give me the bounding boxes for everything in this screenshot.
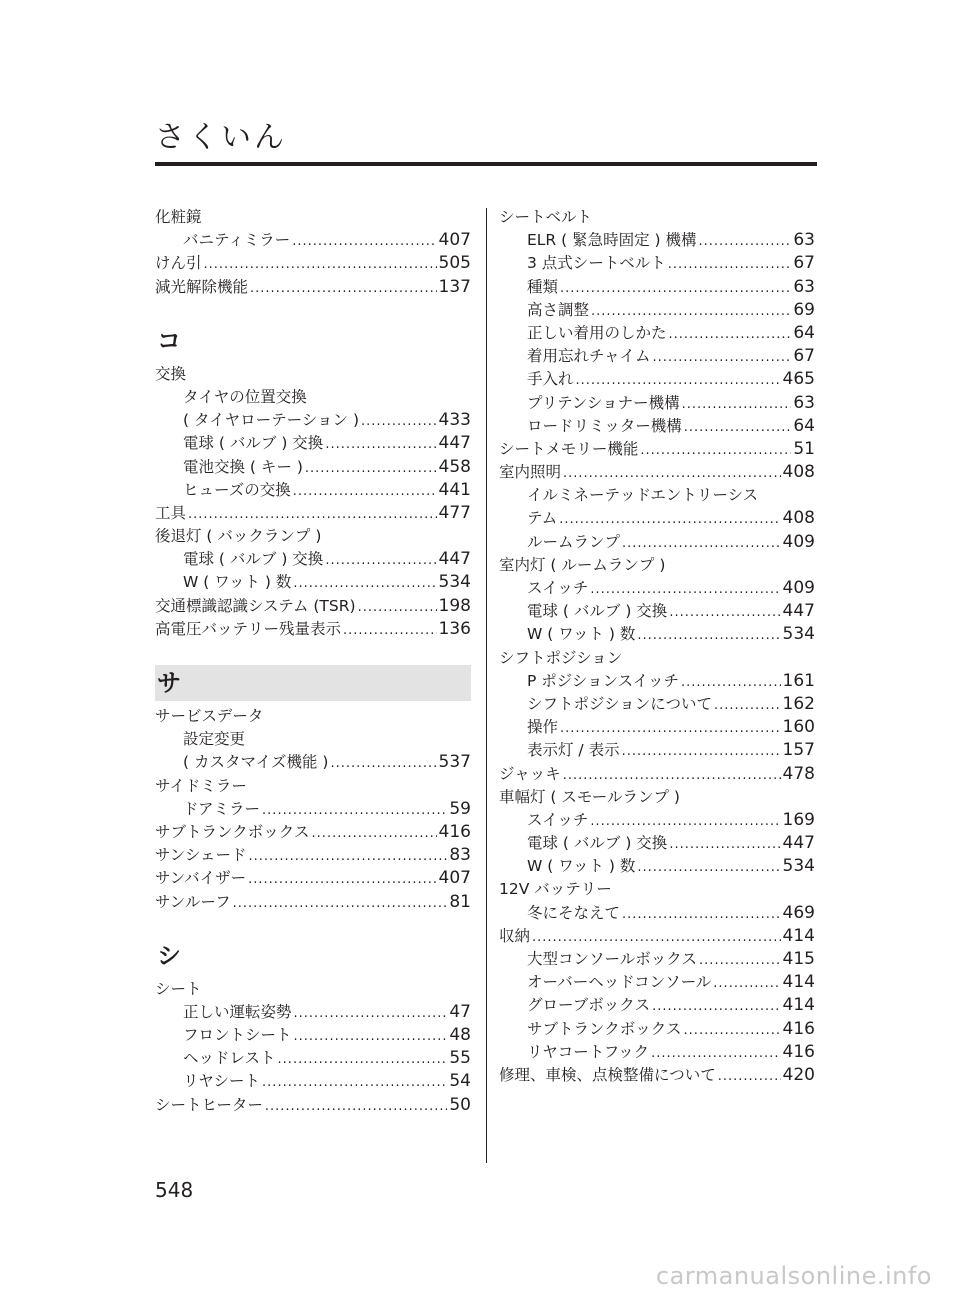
index-entry-label: 操作 <box>527 718 559 737</box>
index-entry <box>499 623 815 646</box>
index-entry <box>499 345 815 368</box>
dot-leader <box>699 229 792 252</box>
index-entry-label: サブトランクボックス <box>155 822 310 841</box>
index-entry-label: サイドミラー <box>155 776 247 795</box>
dot-leader <box>590 577 780 600</box>
index-entry-page: 50 <box>449 1094 471 1115</box>
index-entry <box>499 1041 815 1064</box>
index-entry-page: 407 <box>438 868 471 889</box>
index-entry <box>155 705 471 728</box>
index-entry <box>499 832 815 855</box>
index-entry <box>499 786 815 809</box>
index-entry-label: シート <box>155 979 202 998</box>
index-entry-label: 室内照明 <box>499 463 562 482</box>
dot-leader <box>361 409 437 432</box>
index-entry-label: W ( ワット ) 数 <box>183 573 292 592</box>
dot-leader <box>637 623 780 646</box>
dot-leader <box>204 252 437 275</box>
index-block-shi-continued <box>499 206 815 1087</box>
index-entry-label: 正しい運転姿勢 <box>183 1002 292 1021</box>
dot-leader <box>292 229 436 252</box>
index-entry <box>155 206 471 229</box>
index-column-left <box>155 206 471 1117</box>
page-number: 548 <box>155 1178 194 1202</box>
index-entry-label: リヤコートフック <box>527 1042 650 1061</box>
index-entry <box>155 867 471 890</box>
index-entry-label: 後退灯 ( バックランプ ) <box>155 527 322 546</box>
index-entry <box>155 456 471 479</box>
index-entry-page: 64 <box>793 415 815 436</box>
column-divider <box>486 208 487 1163</box>
index-entry <box>499 252 815 275</box>
dot-leader <box>265 1094 447 1117</box>
kana-heading-ko: コ <box>157 326 181 355</box>
index-entry <box>155 386 471 409</box>
index-entry <box>155 1094 471 1117</box>
index-entry-page: 447 <box>782 601 815 622</box>
index-entry <box>499 461 815 484</box>
index-entry <box>155 1047 471 1070</box>
dot-leader <box>637 855 780 878</box>
index-entry-label: 交通標識認識システム (TSR) <box>155 596 356 615</box>
index-entry-label: 大型コンソールボックス <box>527 950 698 968</box>
index-entry-page: 441 <box>438 479 471 500</box>
dot-leader <box>591 299 791 322</box>
dot-leader <box>343 618 437 641</box>
index-entry-label: 表示灯 / 表示 <box>527 741 620 760</box>
index-entry-label: 高さ調整 <box>527 300 590 319</box>
dot-leader <box>699 948 781 971</box>
dot-leader <box>559 507 780 530</box>
index-entry-page: 534 <box>782 624 815 645</box>
dot-leader <box>560 716 781 739</box>
index-entry-label: 設定変更 <box>183 730 246 749</box>
dot-leader <box>590 809 780 832</box>
dot-leader <box>668 252 792 275</box>
index-entry <box>155 479 471 502</box>
index-entry-page: 420 <box>782 1064 815 1085</box>
index-entry <box>155 276 471 299</box>
dot-leader <box>682 392 792 415</box>
dot-leader <box>669 832 780 855</box>
index-entry <box>155 252 471 275</box>
dot-leader <box>188 502 437 525</box>
index-entry-page: 63 <box>793 392 815 413</box>
index-entry <box>155 821 471 844</box>
index-entry-page: 64 <box>793 322 815 343</box>
dot-leader <box>248 867 436 890</box>
index-entry-page: 81 <box>449 891 471 912</box>
index-entry <box>499 276 815 299</box>
index-entry <box>499 1064 815 1087</box>
index-entry-page: 447 <box>438 549 471 570</box>
index-entry-page: 160 <box>782 717 815 738</box>
index-entry-page: 447 <box>438 433 471 454</box>
index-entry <box>155 229 471 252</box>
index-entry-label: 電球 ( バルブ ) 交換 <box>527 834 668 853</box>
index-entry-page: 505 <box>438 253 471 274</box>
index-entry-label: 手入れ <box>527 370 574 389</box>
index-entry-label: 着用忘れチャイム <box>527 347 651 366</box>
index-entry <box>499 206 815 229</box>
index-entry <box>499 1018 815 1041</box>
index-entry-page: 534 <box>782 856 815 877</box>
index-entry <box>499 925 815 948</box>
dot-leader <box>262 798 447 821</box>
index-entry-page: 408 <box>782 508 815 529</box>
index-entry-label: ヒューズの交換 <box>183 480 291 499</box>
index-entry-page: 416 <box>782 1041 815 1062</box>
index-entry-label: ドアミラー <box>183 799 261 818</box>
watermark: carmanualsonline.info <box>655 1262 932 1290</box>
dot-leader <box>560 276 791 299</box>
index-entry-page: 407 <box>438 230 471 251</box>
index-entry <box>155 1070 471 1093</box>
index-entry-label: W ( ワット ) 数 <box>527 625 636 644</box>
index-entry-label: 正しい着用のしかた <box>527 323 667 342</box>
index-entry-page: 416 <box>438 821 471 842</box>
index-entry-page: 458 <box>438 456 471 477</box>
dot-leader <box>669 600 780 623</box>
index-entry-label: 車幅灯 ( スモールランプ ) <box>499 787 680 806</box>
index-entry-page: 416 <box>782 1018 815 1039</box>
index-entry-label: ロードリミッター機構 <box>527 416 682 435</box>
dot-leader <box>622 739 781 762</box>
index-entry-label: ルームランプ <box>527 532 621 551</box>
index-block-sa <box>155 705 471 914</box>
dot-leader <box>651 1041 780 1064</box>
index-entry <box>499 878 815 901</box>
index-entry-label: 化粧鏡 <box>155 208 202 226</box>
index-entry <box>499 484 815 507</box>
index-entry-label: 種類 <box>527 277 559 296</box>
index-entry <box>499 368 815 391</box>
dot-leader <box>563 763 781 786</box>
dot-leader <box>653 345 792 368</box>
index-entry-page: 477 <box>438 502 471 523</box>
index-entry-label: タイヤの位置交換 <box>183 387 307 406</box>
dot-leader <box>622 531 781 554</box>
dot-leader <box>293 571 436 594</box>
index-entry-label: 交換 <box>155 364 187 383</box>
index-entry <box>499 716 815 739</box>
index-entry-label: バニティミラー <box>183 231 291 250</box>
index-entry-label: ( タイヤローテーション ) <box>183 411 360 430</box>
index-entry-label: けん引 <box>155 254 202 273</box>
index-entry-page: 414 <box>782 972 815 993</box>
index-entry <box>155 525 471 548</box>
dot-leader <box>325 432 436 455</box>
index-entry <box>499 809 815 832</box>
index-entry-label: シフトポジションについて <box>527 694 712 713</box>
dot-leader <box>718 1064 781 1087</box>
index-entry-page: 83 <box>449 845 471 866</box>
index-entry <box>155 728 471 751</box>
dot-leader <box>532 925 781 948</box>
index-entry <box>155 548 471 571</box>
index-entry <box>499 994 815 1017</box>
dot-leader <box>652 994 780 1017</box>
index-entry <box>155 363 471 386</box>
title-rule <box>155 162 817 166</box>
index-entry-label: リヤシート <box>183 1072 261 1091</box>
dot-leader <box>262 1070 447 1093</box>
index-entry <box>155 618 471 641</box>
dot-leader <box>563 461 781 484</box>
index-entry-label: 室内灯 ( ルームランプ ) <box>499 555 666 574</box>
index-entry <box>499 763 815 786</box>
index-entry-page: 478 <box>782 763 815 784</box>
dot-leader <box>312 821 437 844</box>
kana-heading-sa: サ <box>155 665 471 701</box>
dot-leader <box>640 438 791 461</box>
index-entry-page: 63 <box>793 230 815 251</box>
index-entry-label: ELR ( 緊急時固定 ) 機構 <box>527 231 697 250</box>
dot-leader <box>305 456 437 479</box>
index-entry-page: 47 <box>449 1001 471 1022</box>
index-entry <box>499 670 815 693</box>
index-entry-page: 161 <box>782 670 815 691</box>
index-entry-page: 415 <box>782 949 815 969</box>
index-entry-label: W ( ワット ) 数 <box>527 857 636 876</box>
index-entry-label: シートベルト <box>499 208 593 226</box>
index-entry-page: 136 <box>438 618 471 639</box>
index-entry-page: 48 <box>449 1025 471 1046</box>
index-entry <box>155 891 471 914</box>
index-entry-page: 409 <box>782 531 815 552</box>
index-entry <box>155 844 471 867</box>
index-entry <box>499 531 815 554</box>
index-entry-label: スイッチ <box>527 579 589 597</box>
index-entry-label: ( カスタマイズ機能 ) <box>183 753 329 772</box>
index-entry-label: フロントシート <box>183 1026 292 1045</box>
index-entry-page: 63 <box>793 276 815 297</box>
index-entry-label: 12V バッテリー <box>499 880 612 899</box>
index-entry-page: 59 <box>449 798 471 819</box>
index-entry-label: 収納 <box>499 926 531 945</box>
index-entry-page: 534 <box>438 572 471 593</box>
index-entry <box>155 798 471 821</box>
dot-leader <box>684 415 792 438</box>
index-entry-label: スイッチ <box>527 810 589 829</box>
index-entry-label: 工具 <box>155 503 187 522</box>
index-entry <box>499 322 815 345</box>
index-entry-label: 電池交換 ( キー ) <box>183 457 303 476</box>
index-entry-label: ジャッキ <box>499 764 561 783</box>
index-block-ke <box>155 206 471 299</box>
index-entry-page: 433 <box>438 410 471 431</box>
index-entry <box>499 392 815 415</box>
index-entry <box>499 554 815 577</box>
index-entry <box>155 751 471 774</box>
dot-leader <box>714 693 781 716</box>
section-spacer <box>155 914 471 938</box>
index-entry-label: サービスデータ <box>155 707 264 725</box>
dot-leader <box>325 548 436 571</box>
index-entry <box>155 978 471 1001</box>
index-block-ko <box>155 363 471 641</box>
index-entry <box>499 299 815 322</box>
index-entry-page: 67 <box>793 346 815 367</box>
index-entry-label: サンシェード <box>155 846 247 865</box>
index-entry-label: 減光解除機能 <box>155 277 249 296</box>
index-entry <box>499 855 815 878</box>
dot-leader <box>684 1018 781 1041</box>
dot-leader <box>330 751 436 774</box>
index-entry-label: 電球 ( バルブ ) 交換 <box>183 550 324 569</box>
index-entry <box>155 1024 471 1047</box>
index-entry <box>499 693 815 716</box>
index-entry-page: 54 <box>449 1071 471 1092</box>
dot-leader <box>681 670 781 693</box>
dot-leader <box>622 902 781 925</box>
index-entry-label: 電球 ( バルブ ) 交換 <box>527 602 668 621</box>
index-entry <box>499 438 815 461</box>
page-title: さくいん <box>155 120 287 155</box>
index-entry-label: プリテンショナー機構 <box>527 393 680 412</box>
index-entry-label: 冬にそなえて <box>527 903 621 922</box>
index-entry-label: グローブボックス <box>527 996 651 1015</box>
index-entry-page: 447 <box>782 833 815 854</box>
index-entry-page: 198 <box>438 595 471 616</box>
index-entry-label: テム <box>527 509 558 528</box>
index-entry-label: オーバーヘッドコンソール <box>527 973 712 992</box>
dot-leader <box>249 844 448 867</box>
index-entry-page: 408 <box>782 462 815 483</box>
dot-leader <box>233 891 448 914</box>
dot-leader <box>250 276 437 299</box>
index-entry <box>155 409 471 432</box>
index-entry-label: 高電圧バッテリー残量表示 <box>155 619 342 638</box>
index-entry-label: 3 点式シートベルト <box>527 254 666 273</box>
index-entry <box>155 432 471 455</box>
index-block-shi <box>155 978 471 1117</box>
index-entry-page: 157 <box>782 740 815 761</box>
dot-leader <box>278 1047 448 1070</box>
index-entry <box>499 739 815 762</box>
section-spacer <box>155 641 471 665</box>
section-spacer <box>155 299 471 323</box>
index-entry-label: P ポジションスイッチ <box>527 671 679 690</box>
index-entry-page: 67 <box>793 253 815 274</box>
index-entry-page: 414 <box>782 925 815 946</box>
index-entry <box>155 595 471 618</box>
index-entry-label: 電球 ( バルブ ) 交換 <box>183 434 324 453</box>
index-entry <box>155 775 471 798</box>
index-entry <box>499 971 815 994</box>
kana-heading-shi: シ <box>157 941 181 970</box>
index-entry <box>499 577 815 600</box>
dot-leader <box>358 595 437 618</box>
index-entry-label: シフトポジション <box>499 648 623 667</box>
index-entry-page: 169 <box>782 809 815 830</box>
index-entry-page: 409 <box>782 578 815 598</box>
index-entry-page: 414 <box>782 995 815 1016</box>
index-entry-page: 162 <box>782 693 815 714</box>
index-entry-label: サブトランクボックス <box>527 1019 682 1038</box>
index-entry <box>155 1001 471 1024</box>
dot-leader <box>669 322 792 345</box>
index-entry <box>499 229 815 252</box>
index-entry-page: 137 <box>438 276 471 297</box>
index-entry-page: 465 <box>782 369 815 390</box>
dot-leader <box>293 479 437 502</box>
index-entry-page: 537 <box>438 752 471 773</box>
index-entry-page: 55 <box>449 1048 471 1069</box>
index-entry <box>499 600 815 623</box>
index-entry <box>155 502 471 525</box>
index-entry-label: サンバイザー <box>155 869 247 888</box>
dot-leader <box>294 1024 448 1047</box>
index-entry <box>499 415 815 438</box>
index-column-right <box>499 206 815 1087</box>
index-entry-label: シートメモリー機能 <box>499 439 639 458</box>
index-entry-label: ヘッドレスト <box>183 1049 276 1068</box>
index-entry <box>499 647 815 670</box>
index-entry-label: イルミネーテッドエントリーシス <box>527 486 759 505</box>
index-entry-page: 51 <box>793 438 815 459</box>
index-entry <box>499 902 815 925</box>
dot-leader <box>713 971 780 994</box>
dot-leader <box>576 368 781 391</box>
index-entry <box>155 571 471 594</box>
index-entry-label: 修理、車検、点検整備について <box>499 1065 716 1084</box>
index-entry-page: 69 <box>793 299 815 320</box>
index-entry-label: サンルーフ <box>155 892 231 911</box>
index-entry <box>499 507 815 530</box>
index-entry <box>499 948 815 971</box>
index-entry-label: シートヒーター <box>155 1095 263 1114</box>
dot-leader <box>294 1001 448 1024</box>
index-entry-page: 469 <box>782 902 815 923</box>
